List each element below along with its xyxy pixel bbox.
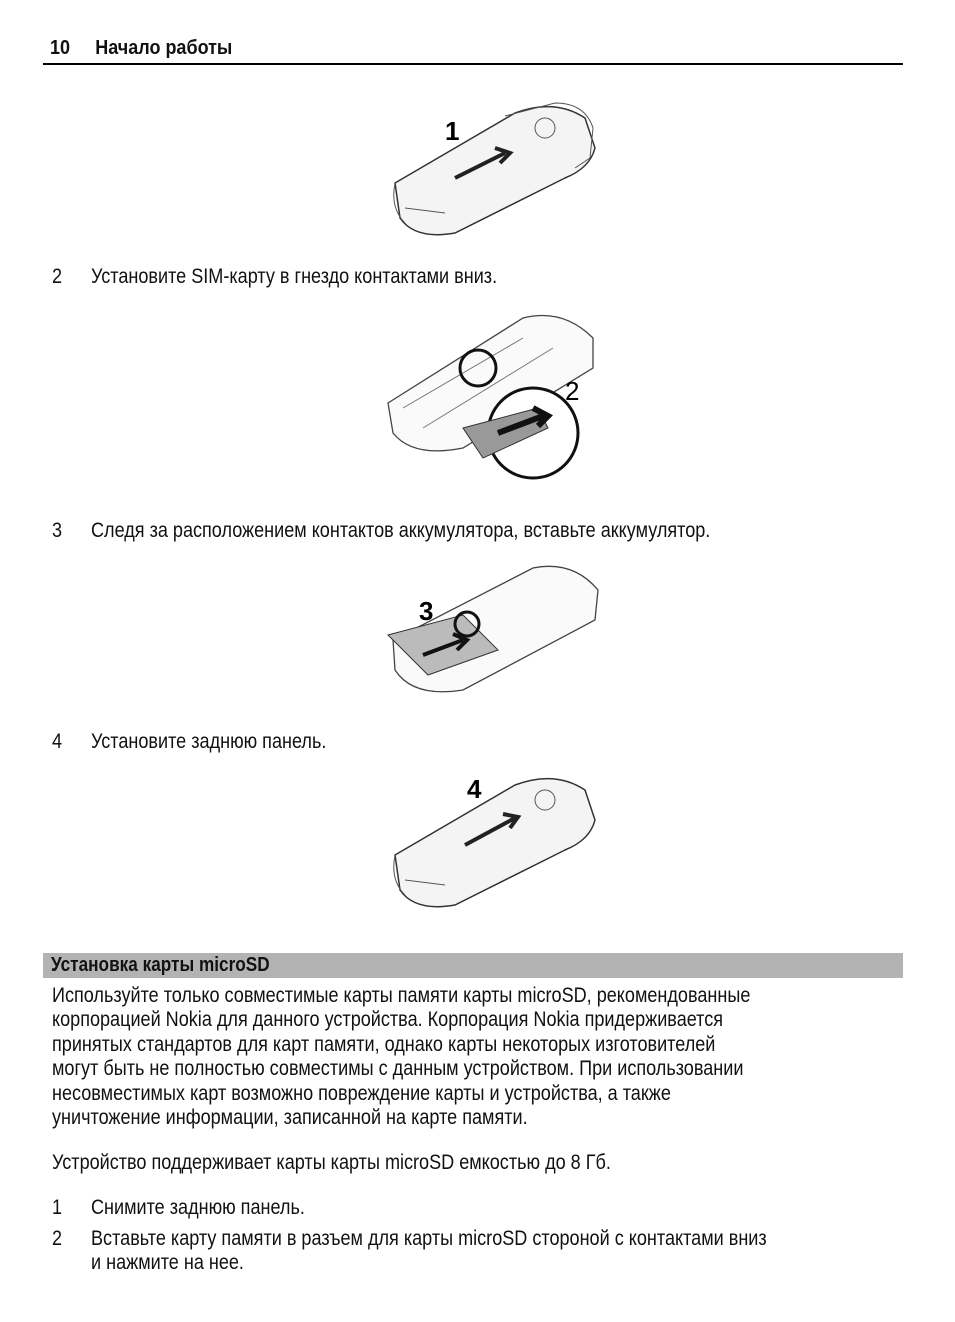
section-title: Начало работы <box>95 37 233 59</box>
insert-sim-illustration <box>383 308 603 493</box>
step-text: Снимите заднюю панель. <box>91 1196 305 1219</box>
step-number: 1 <box>52 1196 63 1219</box>
step-text: и нажмите на нее. <box>91 1251 244 1274</box>
page-number: 10 <box>50 37 71 59</box>
page-header <box>50 37 258 60</box>
paragraph-line: корпорацией Nokia для данного устройства. Корпорация Nokia придерживается <box>52 1008 724 1031</box>
paragraph-line: несовместимых карт возможно повреждение карты и устройства, а также <box>52 1082 671 1105</box>
section-heading-bar <box>43 953 903 978</box>
step-text: Следя за расположением контактов аккумулятора, вставьте аккумулятор. <box>91 519 711 542</box>
replace-back-cover-illustration <box>385 770 605 910</box>
step-number: 2 <box>52 1227 63 1250</box>
step-text: Вставьте карту памяти в разъем для карты microSD стороной с контактами вниз <box>91 1227 767 1250</box>
paragraph-line: Используйте только совместимые карты памяти карты microSD, рекомендованные <box>52 984 751 1007</box>
paragraph-line: могут быть не полностью совместимы с данным устройством. При использовании <box>52 1057 744 1080</box>
figure-label: 2 <box>565 376 580 406</box>
insert-battery-illustration <box>383 560 608 700</box>
figure-label: 4 <box>467 774 482 804</box>
figure-label: 3 <box>419 596 434 626</box>
step-number: 3 <box>52 519 63 542</box>
section-heading: Установка карты microSD <box>51 954 270 976</box>
paragraph-line: принятых стандартов для карт памяти, однако карты некоторых изготовителей <box>52 1033 716 1056</box>
step-number: 4 <box>52 730 63 753</box>
figure-label: 1 <box>445 116 460 146</box>
step-text: Установите заднюю панель. <box>91 730 327 753</box>
capacity-note: Устройство поддерживает карты карты microSD емкостью до 8 Гб. <box>52 1151 611 1174</box>
header-rule <box>43 63 903 65</box>
remove-back-cover-illustration <box>385 98 605 240</box>
paragraph-line: уничтожение информации, записанной на карте памяти. <box>52 1106 528 1129</box>
step-text: Установите SIM-карту в гнездо контактами вниз. <box>91 265 498 288</box>
step-number: 2 <box>52 265 63 288</box>
